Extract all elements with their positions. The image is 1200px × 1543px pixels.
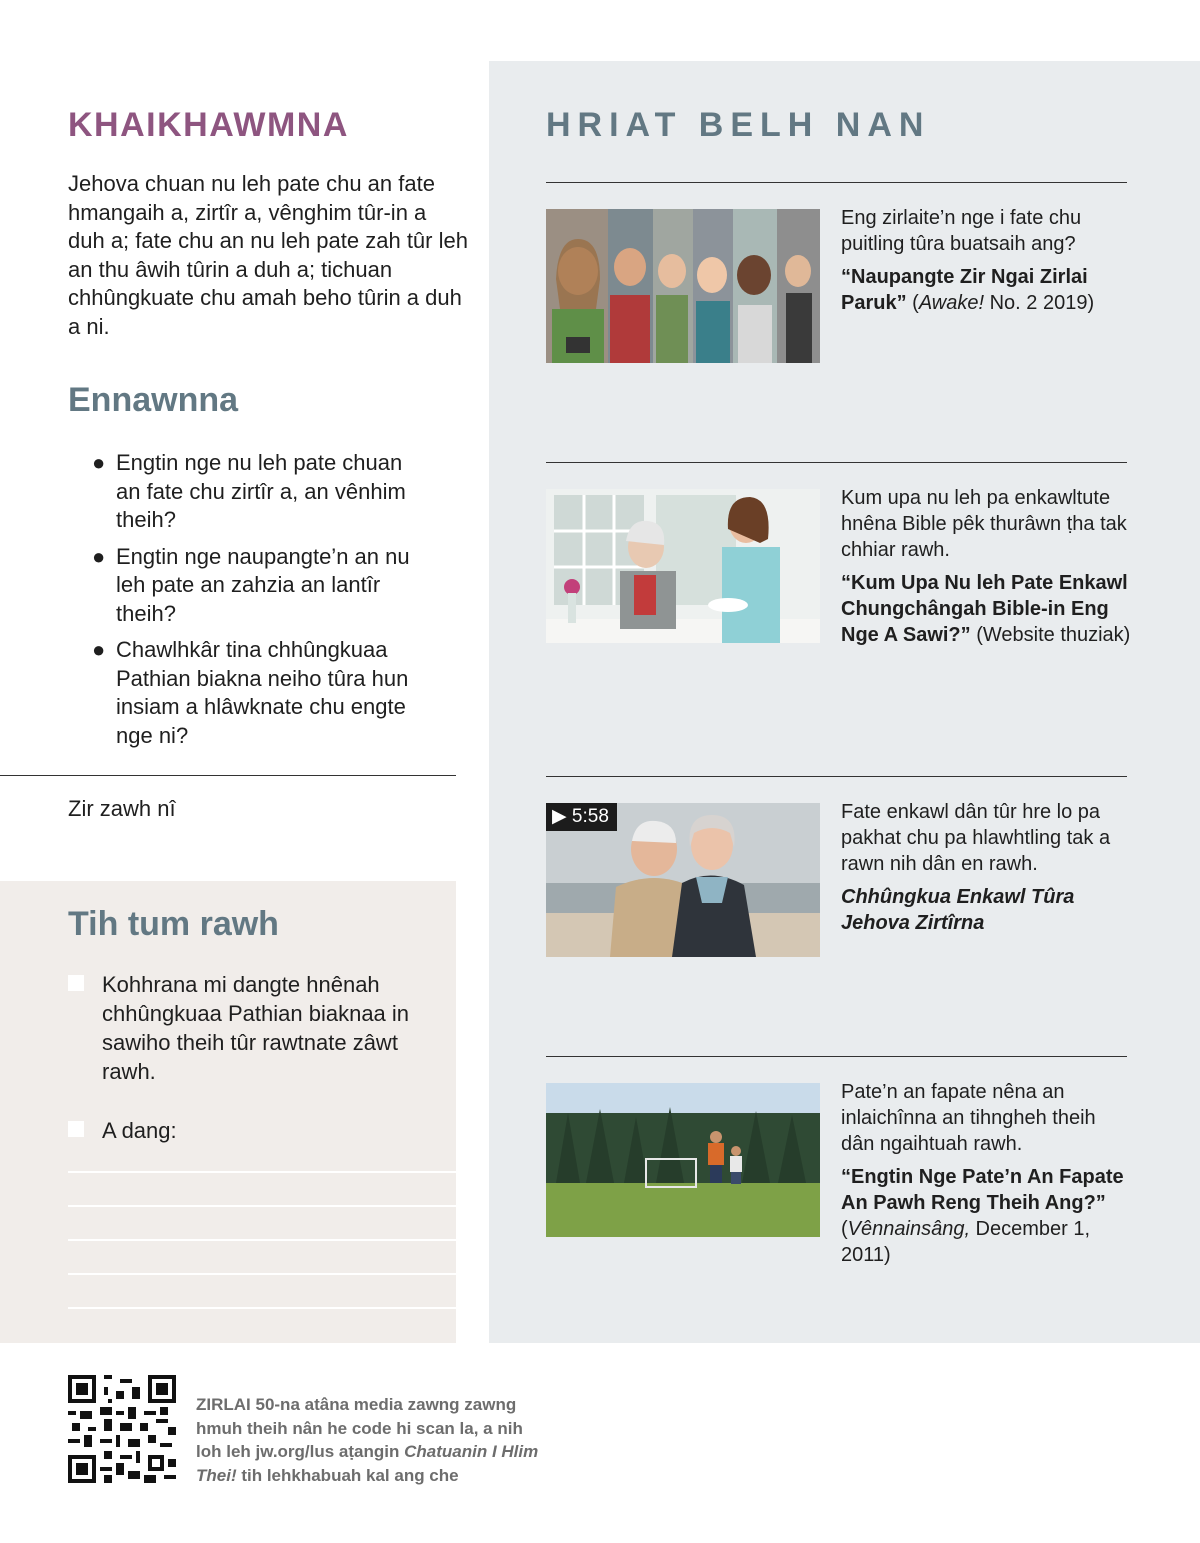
explore-item-description: Kum upa nu leh pa enkawltute hnêna Bible pêk thurâwn ṭha tak chhiar rawh. <box>841 487 1127 561</box>
explore-item-reference[interactable]: “Kum Upa Nu leh Pate Enkawl Chungchângah Bible-in Eng Nge A Sawi?” (Website thuziak) <box>841 572 1131 646</box>
explore-item-reference[interactable]: Chhûngkua Enkawl Tûra Jehova Zirtîrna <box>841 886 1075 934</box>
todo-item[interactable] <box>68 1116 438 1145</box>
checkbox[interactable] <box>68 975 84 991</box>
write-line[interactable] <box>68 1273 456 1275</box>
father-son-soccer-photo[interactable] <box>546 1083 820 1237</box>
bullet-icon: ● <box>92 450 106 475</box>
todo-item-label: Kohhrana mi dangte hnênah chhûngkuaa Pathian biaknaa in sawiho theih tûr rawtnate zâwt rawh. <box>102 972 410 1084</box>
explore-item-reference[interactable]: “Engtin Nge Pate’n An Fapate An Pawh Reng Theih Ang?” (Vênnainsâng, December 1, 2011) <box>841 1166 1124 1266</box>
todo-title: Tih tum rawh <box>68 905 279 943</box>
review-item: ● Engtin nge nu leh pate chuan an fate chu zirtîr a, an vênhim theih? <box>92 450 406 532</box>
play-icon: ▶ <box>552 806 567 827</box>
write-line[interactable] <box>68 1239 456 1241</box>
review-title: Ennawnna <box>68 381 239 419</box>
divider <box>0 775 456 776</box>
bullet-icon: ● <box>92 637 106 662</box>
write-line[interactable] <box>68 1307 456 1309</box>
divider <box>546 462 1127 463</box>
summary-text: Jehova chuan nu leh pate chu an fate hmangaih a, zirtîr a, vênghim tûr-in a duh a; fate chu an nu leh pate zah tûr leh an thu âwih tûrin a duh a; tichuan chhûngkuate chu amah beho tûrin a duh a ni. <box>68 171 468 339</box>
todo-item[interactable] <box>68 970 438 1086</box>
explore-item-description: Fate enkawl dân tûr hre lo pa pakhat chu pa hlawhtling tak a rawn nih dân en rawh. <box>841 801 1111 875</box>
explore-item-reference[interactable]: “Naupangte Zir Ngai Zirlai Paruk” (Awake! No. 2 2019) <box>841 266 1095 314</box>
write-line[interactable] <box>68 1205 456 1207</box>
review-list <box>92 449 432 758</box>
divider <box>546 182 1127 183</box>
children-portrait-photo[interactable] <box>546 209 820 363</box>
review-item: ● Engtin nge naupangte’n an nu leh pate an zahzia an lantîr theih? <box>92 543 410 626</box>
divider <box>546 1056 1127 1057</box>
divider <box>546 776 1127 777</box>
elderly-parent-meal-photo[interactable] <box>546 489 820 643</box>
explore-item-description: Eng zirlaite’n nge i fate chu puitling tûra buatsaih ang? <box>841 207 1082 255</box>
footer-note: ZIRLAI 50-na atâna media zawng zawng hmuh theih nân he code hi scan la, a nih loh leh jw.org/lus aṭangin Chatuanin I Hlim Thei! tih lehkhabuah kal ang che <box>196 1395 539 1485</box>
review-item: ● Chawlhkâr tina chhûngkuaa Pathian biakna neiho tûra hun insiam a hlâwknate chu engte nge ni? <box>92 637 409 748</box>
elderly-couple-beach-photo[interactable] <box>546 803 820 957</box>
explore-title: HRIAT BELH NAN <box>546 106 931 144</box>
video-duration-badge[interactable]: ▶ 5:58 <box>546 803 617 831</box>
bullet-icon: ● <box>92 543 106 569</box>
checkbox[interactable] <box>68 1121 84 1137</box>
write-line[interactable] <box>68 1171 456 1173</box>
qr-code-icon[interactable] <box>68 1375 176 1483</box>
todo-item-label: A dang: <box>102 1118 177 1143</box>
completion-date-label: Zir zawh nî <box>68 796 176 821</box>
explore-item-description: Pate’n an fapate nêna an inlaichînna an tihngheh theih dân ngaihtuah rawh. <box>841 1081 1096 1155</box>
summary-title: KHAIKHAWMNA <box>68 106 349 144</box>
